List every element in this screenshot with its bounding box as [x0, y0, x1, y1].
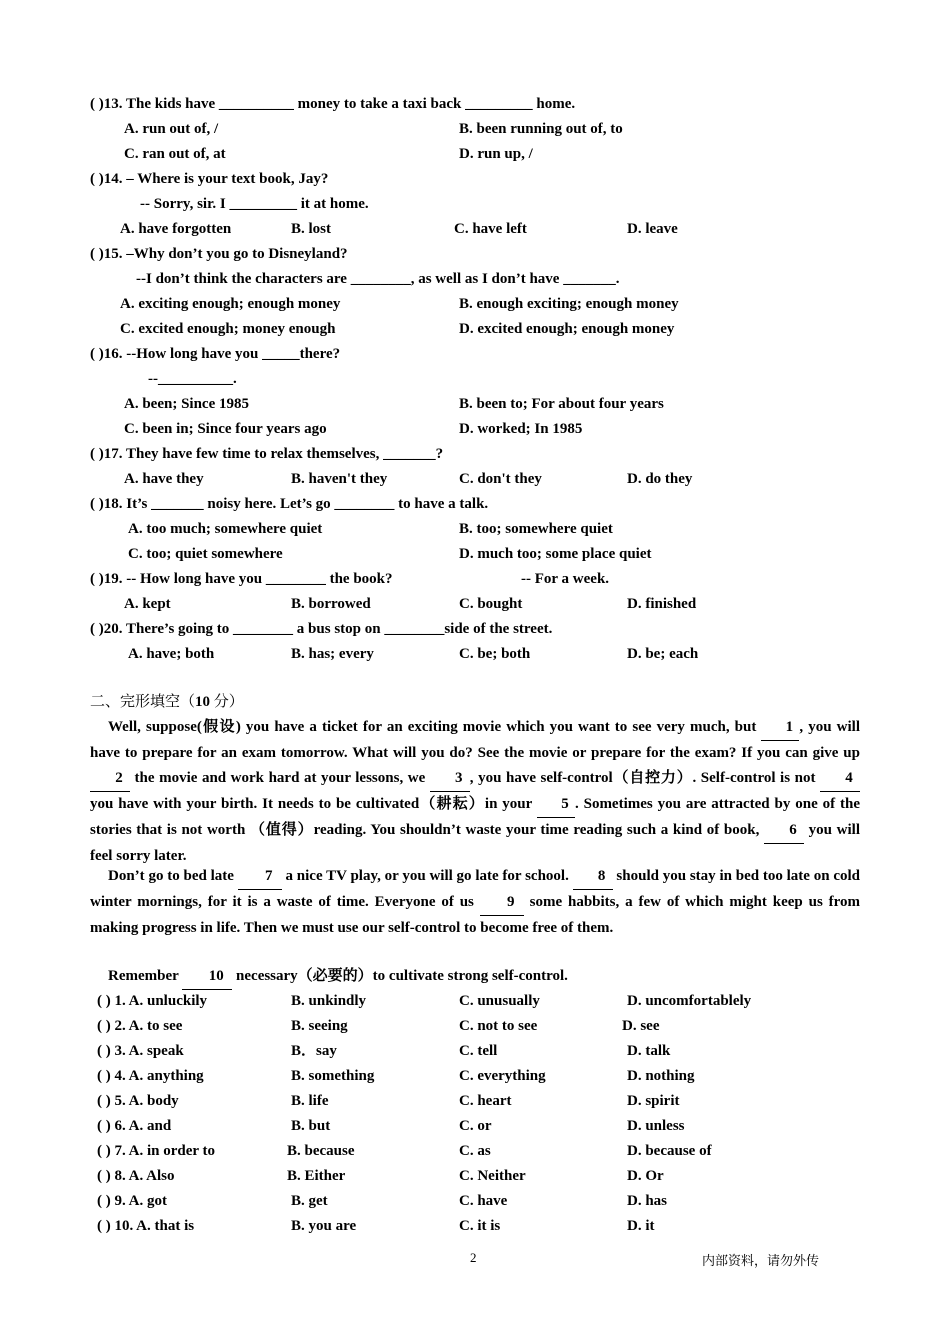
- question-13-stem: ( )13. The kids have __________ money to take a taxi back _________ home.: [90, 96, 576, 112]
- cloze-option-1-a: ( ) 1. A. unluckily: [97, 993, 208, 1009]
- cloze-option-3-c: C. tell: [459, 1043, 498, 1059]
- blank-5: 5: [537, 792, 575, 818]
- q13-option-d: D. run up, /: [459, 146, 533, 162]
- q14-option-c: C. have left: [454, 221, 527, 237]
- cloze-option-2-c: C. not to see: [459, 1018, 538, 1034]
- cloze-option-7-a: ( ) 7. A. in order to: [97, 1143, 216, 1159]
- blank-1: 1: [761, 715, 799, 741]
- blank-10: 10: [182, 964, 232, 990]
- cloze-option-6-a: ( ) 6. A. and: [97, 1118, 172, 1134]
- cloze-option-8-d: D. Or: [627, 1168, 664, 1184]
- footer-note: 内部资料，请勿外传: [702, 1253, 820, 1268]
- page-number: 2: [470, 1250, 477, 1265]
- cloze-option-1-d: D. uncomfortablely: [627, 993, 752, 1009]
- q18-option-a: A. too much; somewhere quiet: [128, 521, 323, 537]
- cloze-option-7-b: B. because: [287, 1143, 355, 1159]
- cloze-option-7-c: C. as: [459, 1143, 491, 1159]
- cloze-option-10-c: C. it is: [459, 1218, 501, 1234]
- cloze-option-5-b: B. life: [291, 1093, 329, 1109]
- q19-option-a: A. kept: [124, 596, 171, 612]
- cloze-option-8-b: B. Either: [287, 1168, 346, 1184]
- cloze-option-6-d: D. unless: [627, 1118, 685, 1134]
- cloze-option-1-b: B. unkindly: [291, 993, 367, 1009]
- cloze-option-9-b: B. get: [291, 1193, 328, 1209]
- cloze-option-4-d: D. nothing: [627, 1068, 695, 1084]
- q13-option-a: A. run out of, /: [124, 121, 219, 137]
- q19-option-b: B. borrowed: [291, 596, 371, 612]
- cloze-option-5-d: D. spirit: [627, 1093, 680, 1109]
- cloze-option-7-d: D. because of: [627, 1143, 712, 1159]
- question-18-stem: ( )18. It’s _______ noisy here. Let’s go ________ to have a talk.: [90, 496, 489, 512]
- q19-option-d: D. finished: [627, 596, 697, 612]
- q16-option-b: B. been to; For about four years: [459, 396, 664, 412]
- cloze-paragraph-1: Well, suppose(假设) you have a ticket for an exciting movie which you want to see very much, but 1 , you will have to prepare for an exam tomorrow. What will you do? See the movie or prepare for the exam? If you can give up 2 the movie and work hard at your lessons, we 3 , you have self-control（自控力）. Self-control is not 4 you have with your birth. It needs to be cultivated（耕耘）in your 5 . Sometimes you are attracted by one of the stories that is not worth （值得）reading. You shouldn’t waste your time reading such a kind of book, 6 you will feel sorry later.: [90, 715, 860, 869]
- cloze-option-4-b: B. something: [291, 1068, 375, 1084]
- cloze-option-3-d: D. talk: [627, 1043, 671, 1059]
- blank-3: 3: [430, 766, 470, 792]
- q17-option-d: D. do they: [627, 471, 693, 487]
- cloze-option-2-d: D. see: [622, 1018, 660, 1034]
- cloze-option-10-b: B. you are: [291, 1218, 357, 1234]
- q20-option-c: C. be; both: [459, 646, 531, 662]
- cloze-option-6-c: C. or: [459, 1118, 492, 1134]
- q13-option-b: B. been running out of, to: [459, 121, 623, 137]
- blank-4: 4: [820, 766, 860, 792]
- q18-option-d: D. much too; some place quiet: [459, 546, 652, 562]
- q14-option-a: A. have forgotten: [120, 221, 232, 237]
- question-14-stem-2: -- Sorry, sir. I _________ it at home.: [140, 196, 369, 212]
- cloze-option-5-a: ( ) 5. A. body: [97, 1093, 179, 1109]
- q13-option-c: C. ran out of, at: [124, 146, 226, 162]
- q20-option-a: A. have; both: [128, 646, 215, 662]
- cloze-option-9-c: C. have: [459, 1193, 508, 1209]
- question-16-stem: ( )16. --How long have you _____there?: [90, 346, 341, 362]
- q18-option-c: C. too; quiet somewhere: [128, 546, 283, 562]
- q17-option-c: C. don't they: [459, 471, 542, 487]
- question-15-stem: ( )15. –Why don’t you go to Disneyland?: [90, 246, 348, 262]
- cloze-option-10-d: D. it: [627, 1218, 655, 1234]
- cloze-option-3-a: ( ) 3. A. speak: [97, 1043, 184, 1059]
- blank-2: 2: [90, 766, 130, 792]
- blank-9: 9: [480, 890, 524, 916]
- cloze-option-3-b: B．say: [291, 1043, 337, 1059]
- question-20-stem: ( )20. There’s going to ________ a bus stop on ________side of the street.: [90, 621, 553, 637]
- q16-option-d: D. worked; In 1985: [459, 421, 583, 437]
- q19-option-c: C. bought: [459, 596, 523, 612]
- q20-option-d: D. be; each: [627, 646, 699, 662]
- q14-option-b: B. lost: [291, 221, 332, 237]
- q18-option-b: B. too; somewhere quiet: [459, 521, 613, 537]
- cloze-paragraph-3: Remember 10 necessary（必要的）to cultivate strong self-control.: [90, 964, 860, 990]
- q15-option-a: A. exciting enough; enough money: [120, 296, 341, 312]
- cloze-option-9-d: D. has: [627, 1193, 668, 1209]
- cloze-option-6-b: B. but: [291, 1118, 331, 1134]
- cloze-option-8-c: C. Neither: [459, 1168, 526, 1184]
- blank-6: 6: [764, 818, 804, 844]
- cloze-option-8-a: ( ) 8. A. Also: [97, 1168, 175, 1184]
- question-19-reply: -- For a week.: [521, 571, 610, 587]
- q15-option-c: C. excited enough; money enough: [120, 321, 336, 337]
- cloze-option-1-c: C. unusually: [459, 993, 540, 1009]
- cloze-option-5-c: C. heart: [459, 1093, 512, 1109]
- question-15-stem-2: --I don’t think the characters are ________, as well as I don’t have _______.: [136, 271, 620, 287]
- question-17-stem: ( )17. They have few time to relax themselves, _______?: [90, 446, 444, 462]
- cloze-option-4-c: C. everything: [459, 1068, 546, 1084]
- cloze-option-2-b: B. seeing: [291, 1018, 348, 1034]
- cloze-paragraph-2: Don’t go to bed late 7 a nice TV play, or you will go late for school. 8 should you stay in bed too late on cold winter mornings, for it is a waste of time. Everyone of us 9 some habbits, a few of which might keep us from making progress in life. Then we must use our self-control to become free of them.: [90, 864, 860, 941]
- q16-option-c: C. been in; Since four years ago: [124, 421, 327, 437]
- question-16-stem-2: --__________.: [148, 371, 237, 387]
- question-19-stem: ( )19. -- How long have you ________ the book?: [90, 571, 393, 587]
- q20-option-b: B. has; every: [291, 646, 374, 662]
- cloze-option-10-a: ( ) 10. A. that is: [97, 1218, 195, 1234]
- cloze-option-4-a: ( ) 4. A. anything: [97, 1068, 204, 1084]
- q16-option-a: A. been; Since 1985: [124, 396, 249, 412]
- blank-8: 8: [573, 864, 613, 890]
- cloze-option-9-a: ( ) 9. A. got: [97, 1193, 167, 1209]
- question-14-stem: ( )14. – Where is your text book, Jay?: [90, 171, 329, 187]
- section-heading: 二、完形填空（10 分）: [90, 694, 244, 710]
- blank-7: 7: [238, 864, 282, 890]
- q17-option-b: B. haven't they: [291, 471, 388, 487]
- q15-option-d: D. excited enough; enough money: [459, 321, 675, 337]
- q14-option-d: D. leave: [627, 221, 678, 237]
- q15-option-b: B. enough exciting; enough money: [459, 296, 679, 312]
- q17-option-a: A. have they: [124, 471, 204, 487]
- cloze-option-2-a: ( ) 2. A. to see: [97, 1018, 183, 1034]
